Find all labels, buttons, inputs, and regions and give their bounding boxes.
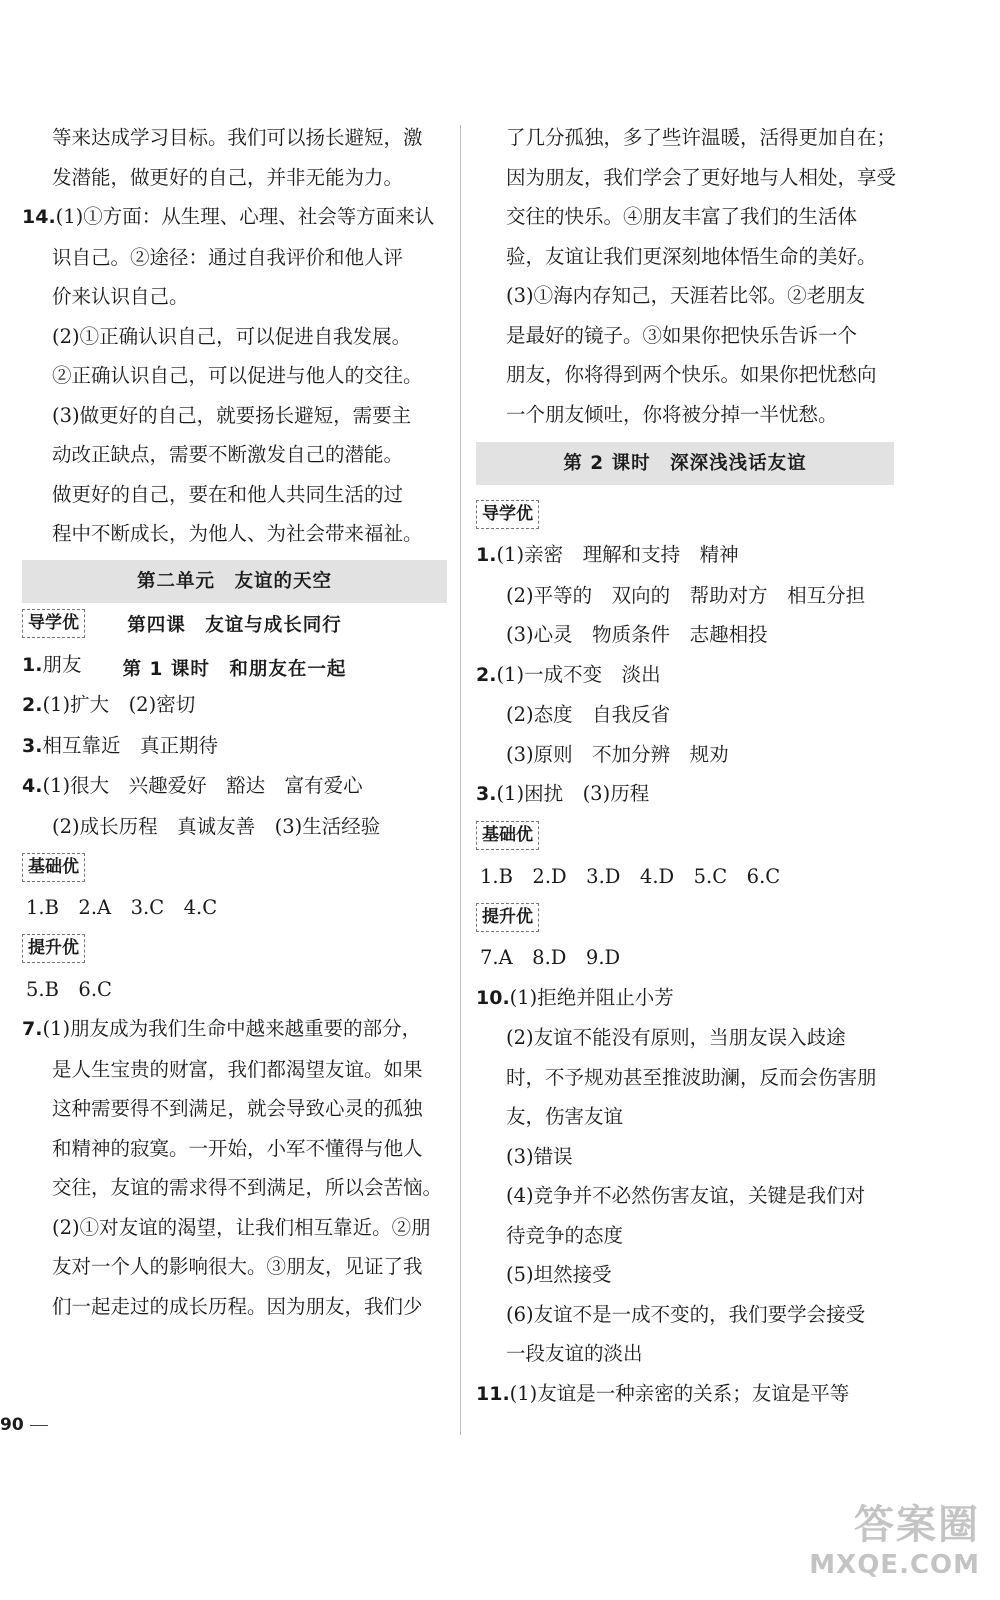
- text-line: 动改正缺点，需要不断激发自己的潜能。: [52, 443, 404, 466]
- text-line: (3)心灵 物质条件 志趣相投: [506, 623, 768, 646]
- text-line: 是人生宝贵的财富，我们都渴望友谊。如果: [52, 1057, 423, 1081]
- class-title: 第 1 课时 和朋友在一起: [122, 658, 347, 680]
- answer-text: 相互靠近 真正期待: [42, 733, 218, 757]
- unit-title: 第二单元 友谊的天空: [136, 570, 332, 592]
- question-number: 1.: [22, 653, 43, 676]
- question-number: 7.: [22, 1018, 43, 1040]
- answer-text: 朋友: [42, 652, 82, 676]
- watermark-url: MXQE.COM: [809, 1550, 980, 1580]
- section-tag-jichu: 基础优: [22, 853, 85, 882]
- question-number: 10.: [476, 986, 510, 1009]
- text-line: 时，不予规劝甚至推波助澜，反而会伤害朋: [506, 1065, 877, 1089]
- text-line: 一段友谊的淡出: [506, 1342, 643, 1365]
- question-number: 11.: [476, 1382, 510, 1405]
- answer-text: (1)扩大 (2)密切: [42, 693, 196, 716]
- question-number: 2.: [476, 663, 497, 686]
- text-line: (4)竞争并不必然伤害友谊，关键是我们对: [506, 1184, 866, 1207]
- text-line: 识自己。②途径：通过自我评价和他人评: [52, 245, 404, 269]
- text-line: (3)①海内存知己，天涯若比邻。②老朋友: [506, 284, 866, 307]
- answer-text: (1)很大 兴趣爱好 豁达 富有爱心: [42, 774, 363, 797]
- question-number: 2.: [22, 694, 43, 716]
- section-tag-wrapper: [476, 815, 894, 857]
- section-tag-jichu: 基础优: [476, 821, 539, 850]
- text-line: 友，伤害友谊: [506, 1105, 624, 1128]
- section-tag-daoxue: 导学优: [476, 500, 539, 529]
- section-tag-wrapper: [22, 928, 447, 970]
- text-line: 价来认识自己。: [52, 285, 189, 308]
- text-line: (2)①对友谊的渴望，让我们相互靠近。②朋: [52, 1215, 431, 1239]
- text-line: 程中不断成长，为他人、为社会带来福祉。: [52, 522, 423, 545]
- question-number: 3.: [22, 734, 43, 757]
- text-line: 了几分孤独，多了些许温暖，活得更加自在；: [506, 126, 897, 149]
- question-number: 14.: [22, 206, 56, 228]
- section-tag-daoxue: 导学优: [22, 609, 85, 638]
- answer-3: [476, 774, 894, 815]
- left-column: [22, 118, 447, 1326]
- choice-answers: 5.B 6.C: [26, 977, 112, 1001]
- section-tag-wrapper: [22, 846, 447, 888]
- lesson-title: 第四课 友谊与成长同行: [127, 614, 342, 636]
- answer-text: (1)亲密 理解和支持 精神: [496, 543, 739, 566]
- section-tag-wrapper: [476, 493, 894, 535]
- watermark-logo-text: 答案圈: [854, 1502, 980, 1548]
- answer-14: [22, 197, 447, 238]
- text-line: (3)原则 不加分辨 规劝: [506, 742, 729, 766]
- answer-text: (1)①方面：从生理、心理、社会等方面来认: [55, 205, 435, 228]
- column-divider: [460, 125, 461, 1435]
- text-line: ②正确认识自己，可以促进与他人的交往。: [52, 364, 423, 387]
- answer-text: (1)朋友成为我们生命中越来越重要的部分，: [42, 1017, 422, 1040]
- text-line: 和精神的寂寞。一开始，小军不懂得与他人: [52, 1136, 423, 1160]
- answer-text: (1)友谊是一种亲密的关系；友谊是平等: [509, 1381, 850, 1405]
- text-line: 一个朋友倾吐，你将被分掉一半忧愁。: [506, 402, 838, 426]
- question-number: 4.: [22, 775, 43, 797]
- text-line: 们一起走过的成长历程。因为朋友，我们少: [52, 1294, 423, 1318]
- class-banner: 第 2 课时 深深浅浅话友谊: [476, 442, 894, 485]
- text-line: (3)错误: [506, 1144, 573, 1168]
- answer-1: [476, 535, 894, 576]
- text-line: (5)坦然接受: [506, 1263, 612, 1286]
- answer-7: [22, 1009, 447, 1050]
- answer-2: [476, 655, 894, 696]
- page-number-text: 90: [0, 1415, 24, 1435]
- text-line: 发潜能，做更好的自己，并非无能为力。: [52, 165, 404, 189]
- text-line: (6)友谊不是一成不变的，我们要学会接受: [506, 1302, 866, 1326]
- text-line: 因为朋友，我们学会了更好地与人相处，享受: [506, 165, 897, 189]
- text-line: 验，友谊让我们更深刻地体悟生命的美好。: [506, 244, 877, 268]
- answer-4: [22, 766, 447, 807]
- answer-10: [476, 978, 894, 1019]
- choice-answers: 1.B 2.D 3.D 4.D 5.C 6.C: [480, 864, 781, 888]
- text-line: (3)做更好的自己，就要扬长避短，需要主: [52, 403, 412, 427]
- text-line: 交往，友谊的需求得不到满足，所以会苦恼。: [52, 1176, 443, 1199]
- answer-text: (1)困扰 (3)历程: [496, 782, 650, 805]
- text-line: (2)友谊不能没有原则，当朋友误入歧途: [506, 1026, 846, 1049]
- text-line: (2)态度 自我反省: [506, 703, 671, 726]
- answer-text: (1)一成不变 淡出: [496, 662, 661, 686]
- question-number: 3.: [476, 783, 497, 805]
- text-line: (2)成长历程 真诚友善 (3)生活经验: [52, 814, 381, 838]
- text-line: 待竞争的态度: [506, 1223, 624, 1247]
- choice-answers: 1.B 2.A 3.C 4.C: [26, 896, 218, 919]
- right-column: [476, 118, 897, 1414]
- text-line: 是最好的镜子。③如果你把快乐告诉一个: [506, 323, 858, 347]
- watermark: [809, 1493, 980, 1580]
- section-tag-tisheng: 提升优: [476, 903, 539, 932]
- text-line: 交往的快乐。④朋友丰富了我们的生活体: [506, 205, 858, 228]
- text-line: 等来达成学习目标。我们可以扬长避短，激: [52, 126, 423, 149]
- answer-text: (1)拒绝并阻止小芳: [509, 985, 674, 1009]
- text-line: (2)平等的 双向的 帮助对方 相互分担: [506, 583, 866, 607]
- answer-11: [476, 1374, 894, 1415]
- answer-3: [22, 726, 447, 767]
- question-number: 1.: [476, 544, 497, 566]
- section-tag-tisheng: 提升优: [22, 934, 85, 963]
- section-tag-wrapper: [476, 896, 894, 938]
- text-line: (2)①正确认识自己，可以促进自我发展。: [52, 324, 412, 348]
- choice-answers: 7.A 8.D 9.D: [480, 946, 621, 969]
- page-number-dash: [30, 1425, 48, 1426]
- text-line: 做更好的自己，要在和他人共同生活的过: [52, 482, 404, 506]
- text-line: 友对一个人的影响很大。③朋友，见证了我: [52, 1255, 423, 1278]
- page-number: [0, 1415, 48, 1435]
- text-line: 朋友，你将得到两个快乐。如果你把忧愁向: [506, 363, 877, 386]
- text-line: 这种需要得不到满足，就会导致心灵的孤独: [52, 1097, 423, 1120]
